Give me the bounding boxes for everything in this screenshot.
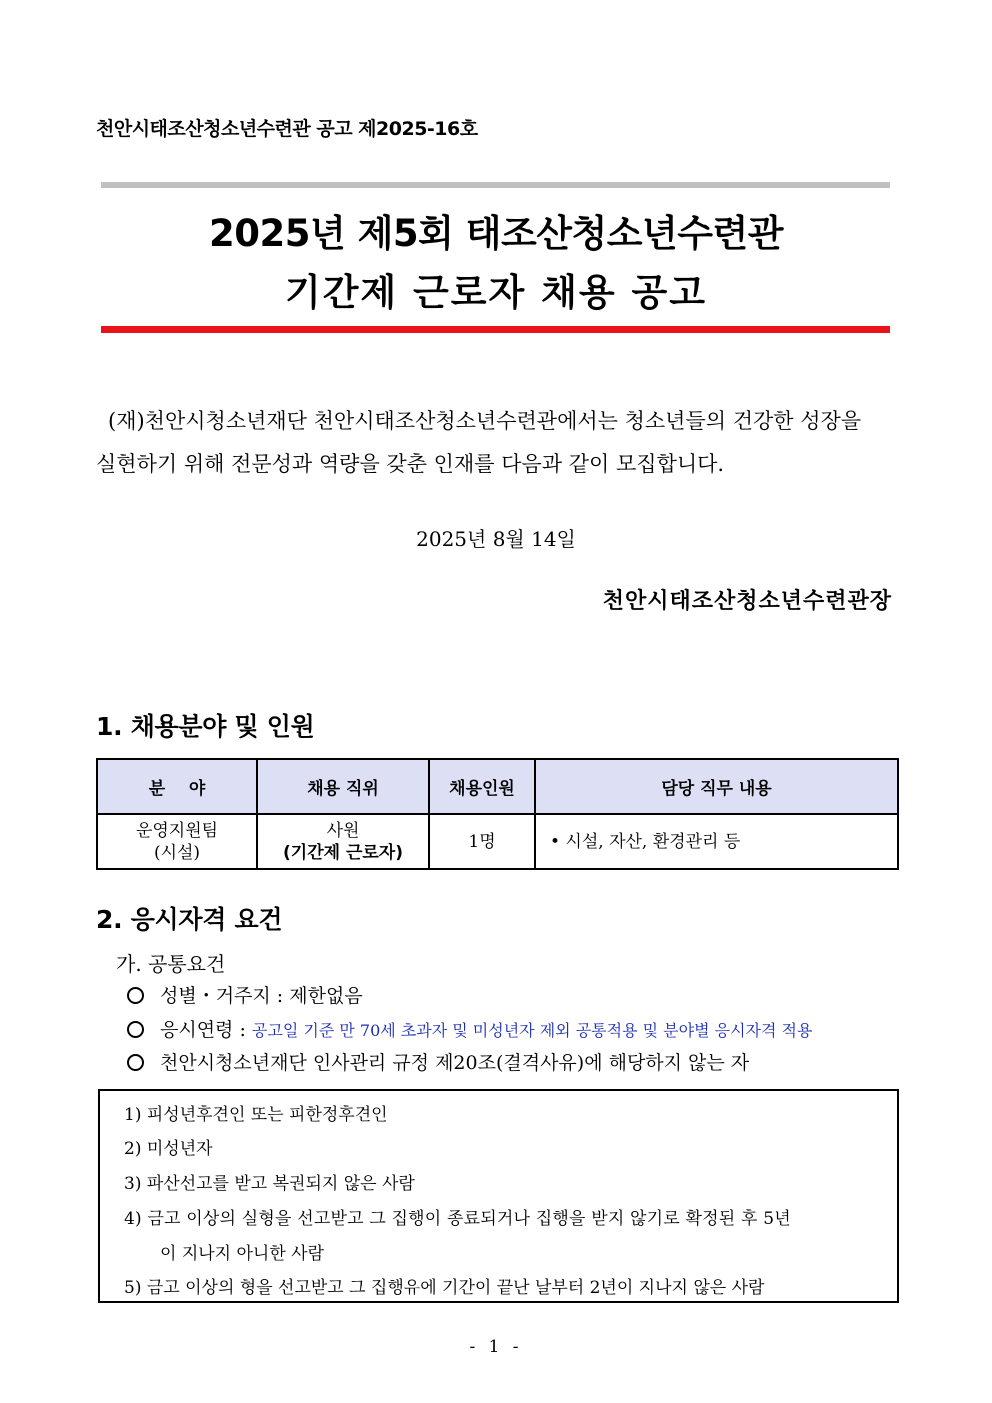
intro-line-2: 실현하기 위해 전문성과 역량을 갖춘 인재를 다음과 같이 모집합니다. <box>96 452 725 476</box>
condition-item <box>127 1048 749 1075</box>
issuer-name: 천안시태조산청소년수련관장 <box>602 588 892 614</box>
recruitment-table <box>96 758 899 870</box>
notice-number: 천안시태조산청소년수련관 공고 제2025-16호 <box>96 118 478 140</box>
field-line-1: 운영지원팀 <box>135 820 219 841</box>
circle-bullet-icon <box>127 1021 144 1038</box>
list-item: 5) 금고 이상의 형을 선고받고 그 집행유에 기간이 끝난 날부터 2년이 지나지 않은 사람 <box>124 1278 765 1298</box>
title-line-2: 기간제 근로자 채용 공고 <box>284 271 708 314</box>
section-1-title: 1. 채용분야 및 인원 <box>96 712 315 741</box>
section-2-title: 2. 응시자격 요건 <box>96 905 283 934</box>
list-item: 4) 금고 이상의 실형을 선고받고 그 집행이 종료되거나 집행을 받지 않기로 확정된 후 5년 <box>124 1209 791 1229</box>
table-header-row <box>97 759 898 814</box>
condition-detail: 공고일 기준 만 70세 초과자 및 미성년자 제외 공통적용 및 분야별 응시자격 적용 <box>251 1021 813 1040</box>
cell-duty: • 시설, 자산, 환경관리 등 <box>535 814 898 869</box>
condition-text: 응시연령 : <box>160 1019 252 1041</box>
list-item-continuation: 이 지나지 아니한 사람 <box>160 1244 325 1264</box>
cell-position <box>257 814 429 869</box>
condition-item <box>127 981 363 1008</box>
page-number: - 1 - <box>469 1337 523 1357</box>
subsection-common-requirements: 가. 공통요건 <box>116 952 226 976</box>
cell-field <box>97 814 257 869</box>
title-underline <box>101 326 890 333</box>
top-divider <box>101 182 890 188</box>
list-item: 3) 파산선고를 받고 복권되지 않은 사람 <box>124 1174 415 1194</box>
title-line-1: 2025년 제5회 태조산청소년수련관 <box>209 212 783 255</box>
header-field: 분 야 <box>97 759 257 814</box>
header-count: 채용인원 <box>429 759 535 814</box>
intro-line-1: (재)천안시청소년재단 천안시태조산청소년수련관에서는 청소년들의 건강한 성장을 <box>108 409 862 433</box>
intro-paragraph <box>96 400 902 486</box>
table-row <box>97 814 898 869</box>
condition-item <box>127 1015 812 1042</box>
position-line-2: (기간제 근로자) <box>283 842 403 863</box>
list-item: 2) 미성년자 <box>124 1139 213 1159</box>
position-line-1: 사원 <box>326 820 360 841</box>
circle-bullet-icon <box>127 1054 144 1071</box>
disqualification-box <box>98 1089 899 1303</box>
condition-text: 성별・거주지 : 제한없음 <box>160 985 363 1007</box>
header-duty: 담당 직무 내용 <box>535 759 898 814</box>
header-position: 채용 직위 <box>257 759 429 814</box>
cell-count: 1명 <box>429 814 535 869</box>
circle-bullet-icon <box>127 987 144 1004</box>
field-line-2: (시설) <box>153 842 201 863</box>
announcement-date: 2025년 8월 14일 <box>416 527 576 551</box>
list-item: 1) 피성년후견인 또는 피한정후견인 <box>124 1105 388 1125</box>
condition-text: 천안시청소년재단 인사관리 규정 제20조(결격사유)에 해당하지 않는 자 <box>160 1052 750 1074</box>
